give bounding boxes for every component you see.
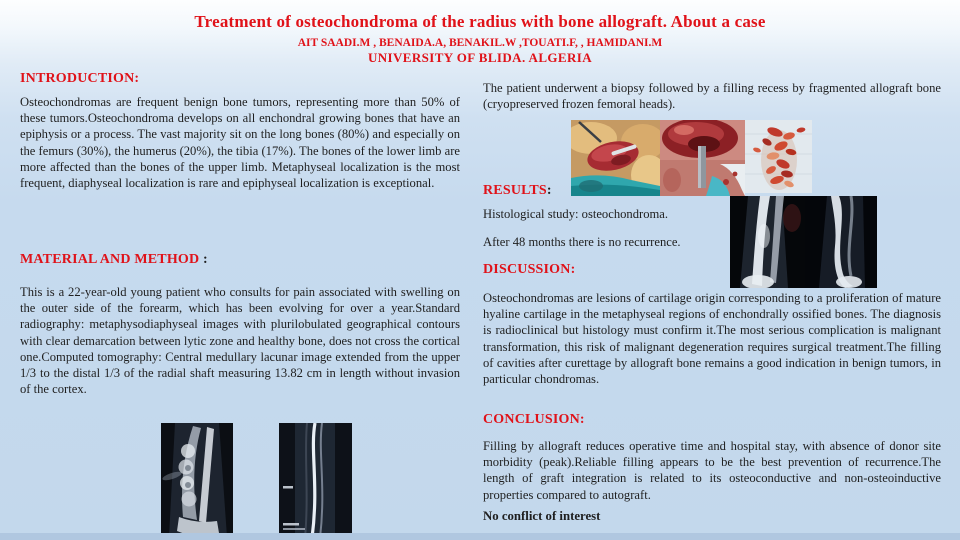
postoperative-xray-lateral-figure — [805, 196, 877, 288]
postoperative-xray-ap-figure — [730, 196, 805, 288]
intraoperative-exposure-photo — [571, 120, 660, 196]
material-method-text: This is a 22-year-old young patient who consults for pain associated with swelling on the outer side of the forearm, which has been evolving for over a year.Standard radiography: metaphysodiaphyseal images with plurilobulated geographical contours with clear demarcation between lytic zone and healthy bone, does not cross the cortical one.Computed tomography: Central medullary lacunar image extended from the upper 1/3 to the distal 1/3 of the radial shaft measuring 13.82 cm in length without invasion of the cortex. — [20, 285, 460, 397]
conflict-of-interest-note: No conflict of interest — [483, 509, 601, 523]
introduction-text: Osteochondromas are frequent benign bone tumors, representing more than 50% of these tumors.Osteochondroma develops on all enchondral growing bones that have an epiphysis or a process. The vast majority sit on the long bones (80%) and especially on the femurs (30%), the humerus (20%), the tibia (17%). The bones of the lower limb are more affected than the bones of the upper limb. Metaphyseal localization is the most frequent, diaphyseal localization is rare and epiphyseal localization is exceptional. — [20, 95, 460, 191]
discussion-heading: DISCUSSION: — [483, 262, 576, 277]
ct-sagittal-image — [279, 423, 352, 538]
treatment-text: The patient underwent a biopsy followed by a filling recess by fragmented allograft bone (cryopreserved frozen femoral heads). — [483, 81, 941, 112]
results-heading: RESULTS: — [483, 183, 552, 198]
surgery-photo-2-image — [660, 120, 745, 196]
xray-forearm-preop-image — [161, 423, 233, 537]
bottom-accent-strip — [0, 533, 960, 540]
allograft-fragments-photo — [745, 120, 812, 193]
affiliation-line: UNIVERSITY OF BLIDA. ALGERIA — [367, 50, 593, 65]
xray-postop-lateral-image — [805, 196, 877, 288]
ct-sagittal-figure — [279, 423, 352, 538]
authors-line: AIT SAADI.M , BENAIDA.A, BENAKIL.W ,TOUATI.F, , HAMIDANI.M — [297, 37, 663, 49]
introduction-heading: INTRODUCTION: — [20, 71, 140, 86]
results-line-histology: Histological study: osteochondroma. — [483, 207, 669, 221]
xray-postop-ap-image — [730, 196, 805, 288]
material-method-heading: MATERIAL AND METHOD : — [20, 252, 208, 267]
page-title: Treatment of osteochondroma of the radius with bone allograft. About a case — [194, 12, 766, 31]
surgery-photo-1-image — [571, 120, 660, 196]
conclusion-heading: CONCLUSION: — [483, 412, 585, 427]
conclusion-text: Filling by allograft reduces operative time and hospital stay, with absence of donor site morbidity (peak).Reliable filling appears to be the best prevention of recurrence.The length of graft integration is related to its osteoconductive and non-osteoinductive properties compared to autograft. — [483, 439, 941, 502]
curettage-cavity-photo — [660, 120, 745, 196]
discussion-text: Osteochondromas are lesions of cartilage origin corresponding to a proliferation of mature hyaline cartilage in the metaphyseal regions of enchondrally ossified bones. The diagnosis is radioclinical but histology must confirm it.The most serious complication is malignant transformation, this risk of malignant degeneration requires surgical treatment.The filling of cavities after curettage by allograft bone remains a good indication in benign tumors, in particular chondromas. — [483, 291, 941, 387]
allograft-fragments-image — [745, 120, 812, 193]
preoperative-radiograph-figure — [161, 423, 233, 537]
results-line-followup: After 48 months there is no recurrence. — [483, 235, 681, 249]
